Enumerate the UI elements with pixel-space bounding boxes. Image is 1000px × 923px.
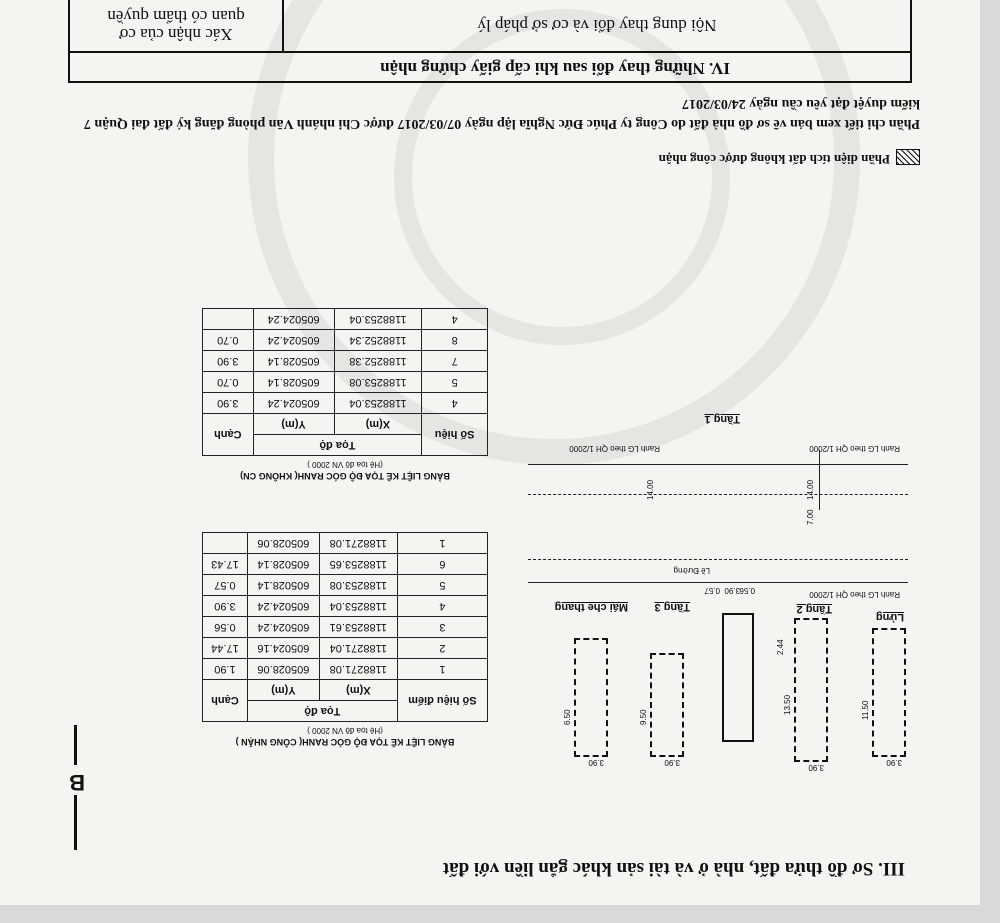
changes-col-confirm-line2: quan có thẩm quyền <box>107 7 245 26</box>
cell-edge <box>203 309 254 330</box>
floor-plan-floor3 <box>639 653 684 767</box>
roof-height: 6.50 <box>563 709 572 725</box>
cell-x: 1188252.38 <box>334 351 422 372</box>
floor-plan-ground-footprint <box>722 613 754 742</box>
table2-subcaption: (Hệ tọa độ VN 2000 ) <box>307 460 383 469</box>
cell-y: 605028.14 <box>247 575 319 596</box>
cell-edge: 0.56 <box>203 617 248 638</box>
table-row <box>203 393 488 414</box>
cell-y: 605024.16 <box>247 638 319 659</box>
margin-line-top <box>74 795 77 850</box>
detail-note: Phần chi tiết xem bản vẽ sơ đồ nhà đất do Công ty Phúc Đức Nghĩa lập ngày 07/03/2017 được Chi nhánh Văn phòng đăng ký đất đai Quận 7 kiểm duyệt đạt yêu cầu ngày 24/03/2017 <box>83 96 920 131</box>
cell-edge: 17.44 <box>203 638 248 659</box>
cell-y: 605024.24 <box>247 596 319 617</box>
floor-plan-floor2 <box>783 618 828 772</box>
cell-point: 5 <box>397 575 487 596</box>
changes-col-content: Nội dung thay đổi và cơ sở pháp lý <box>283 0 911 52</box>
cell-y: 605028.06 <box>247 659 319 680</box>
floor2-width: 3.90 <box>808 763 824 772</box>
section-3-title: III. Sơ đồ thửa đất, nhà ở và tài sản khác gắn liền với đất <box>442 858 905 879</box>
roof-width: 3.90 <box>588 758 604 767</box>
table2-header-x: X(m) <box>334 414 422 435</box>
section-4-header-box <box>68 51 912 83</box>
floor-plan-mezzanine <box>861 628 906 767</box>
cell-x: 1188253.04 <box>334 309 422 330</box>
cell-point: 4 <box>422 309 488 330</box>
centre-line <box>819 450 820 510</box>
table1-header-x: X(m) <box>319 680 397 701</box>
coordinates-table-not-recognized <box>202 308 488 456</box>
table2-header-point: Số hiệu <box>422 414 488 456</box>
table-row <box>203 617 488 638</box>
cell-y: 605028.06 <box>247 533 319 554</box>
road-width: 14.00 <box>646 479 655 500</box>
table1-header-coord: Tọa độ <box>247 701 397 722</box>
cell-x: 1188271.08 <box>319 659 397 680</box>
table-row <box>203 659 488 680</box>
dim-2-44: 2.44 <box>776 639 785 655</box>
cell-y: 605024.24 <box>253 330 334 351</box>
table1-header-edge: Cạnh <box>203 680 248 722</box>
margin-line-bottom <box>74 725 77 765</box>
table2-header-y: Y(m) <box>253 414 334 435</box>
cell-y: 605024.24 <box>253 309 334 330</box>
cell-point: 4 <box>397 596 487 617</box>
cell-edge: 0.70 <box>203 372 254 393</box>
floor-label-mezzanine: Lửng <box>875 611 904 623</box>
cell-y: 605028.14 <box>253 372 334 393</box>
dim-7-00: 7.00 <box>806 509 815 525</box>
legend-text: Phần diện tích đất không được công nhận <box>658 152 890 167</box>
cell-x: 1188253.08 <box>334 372 422 393</box>
cell-edge: 1.90 <box>203 659 248 680</box>
floor-label-roof-stair: Mái che thang <box>554 601 628 613</box>
table-row <box>203 309 488 330</box>
floor-label-floor2: Tầng 2 <box>796 603 832 615</box>
road-edge-label: Lề Đường <box>673 566 710 575</box>
cell-point: 8 <box>422 330 488 351</box>
table-row <box>203 330 488 351</box>
floor-label-ground: Tầng 1 <box>704 413 740 425</box>
road-boundary-line <box>528 464 908 465</box>
floor3-width: 3.90 <box>664 758 680 767</box>
cell-x: 1188253.61 <box>319 617 397 638</box>
cell-x: 1188253.04 <box>319 596 397 617</box>
section-4-title: IV. Những thay đổi sau khi cấp giấy chứng nhận <box>380 59 730 78</box>
road-label-3: Ranh LG theo QH 1/2000 <box>569 444 660 453</box>
cell-x: 1188252.34 <box>334 330 422 351</box>
changes-col-confirm <box>69 0 283 52</box>
table2-caption: BẢNG LIỆT KÊ TỌA ĐỘ GÓC RANH( KHÔNG CN) <box>240 471 450 481</box>
changes-table <box>68 0 912 53</box>
cell-x: 1188253.65 <box>319 554 397 575</box>
cell-edge: 3.90 <box>203 596 248 617</box>
cell-point: 5 <box>422 372 488 393</box>
floor-plan-roof-stair <box>563 638 608 767</box>
cell-x: 1188253.04 <box>334 393 422 414</box>
road-centre-line <box>528 494 908 495</box>
cell-edge: 3.90 <box>203 393 254 414</box>
road-edge-line <box>528 559 908 560</box>
cell-point: 1 <box>397 659 487 680</box>
road-label-2: Ranh LG theo QH 1/2000 <box>809 444 900 453</box>
page-marker: B <box>69 770 85 795</box>
cell-y: 605024.24 <box>253 393 334 414</box>
cell-x: 1188253.08 <box>319 575 397 596</box>
cell-point: 4 <box>422 393 488 414</box>
cell-y: 605024.24 <box>247 617 319 638</box>
floor-label-floor3: Tầng 3 <box>654 601 690 613</box>
table-row <box>203 575 488 596</box>
table1-header-y: Y(m) <box>247 680 319 701</box>
cell-y: 605028.14 <box>247 554 319 575</box>
cell-point: 3 <box>397 617 487 638</box>
cell-edge: 0.70 <box>203 330 254 351</box>
dim-0-57: 0.57 <box>704 586 720 595</box>
cell-x: 1188271.04 <box>319 638 397 659</box>
table1-header-point: Số hiệu điểm <box>397 680 487 722</box>
table-row <box>203 596 488 617</box>
cell-x: 1188271.08 <box>319 533 397 554</box>
table-row <box>203 638 488 659</box>
cell-edge: 17.43 <box>203 554 248 575</box>
table-row <box>203 372 488 393</box>
cell-point: 1 <box>397 533 487 554</box>
dim-3-90: 3.90 <box>724 586 740 595</box>
cell-edge: 3.90 <box>203 351 254 372</box>
floor3-height: 9.50 <box>639 709 648 725</box>
mezzanine-width: 3.90 <box>886 758 902 767</box>
cell-edge <box>203 533 248 554</box>
dim-14-00: 14.00 <box>806 479 815 500</box>
table-row <box>203 351 488 372</box>
coordinates-table-recognized <box>202 532 488 722</box>
table-row <box>203 533 488 554</box>
table1-subcaption: (Hệ tọa độ VN 2000 ) <box>307 726 383 735</box>
cell-point: 6 <box>397 554 487 575</box>
floor2-height: 13.50 <box>783 694 792 715</box>
cell-y: 605028.14 <box>253 351 334 372</box>
cell-point: 2 <box>397 638 487 659</box>
table2-header-edge: Cạnh <box>203 414 254 456</box>
site-boundary-line <box>528 582 908 583</box>
changes-col-confirm-line1: Xác nhận của cơ <box>119 25 233 44</box>
road-label-1: Ranh LG theo QH 1/2000 <box>809 590 900 599</box>
mezzanine-height: 11.50 <box>861 700 870 720</box>
table1-caption: BẢNG LIỆT KÊ TỌA ĐỘ GÓC RANH( CÔNG NHẬN ) <box>235 737 455 747</box>
hatch-legend-icon <box>896 149 920 165</box>
dim-0-56: 0.56 <box>739 586 755 595</box>
cell-edge: 0.57 <box>203 575 248 596</box>
table2-header-coord: Tọa độ <box>253 435 422 456</box>
table-row <box>203 554 488 575</box>
cell-point: 7 <box>422 351 488 372</box>
